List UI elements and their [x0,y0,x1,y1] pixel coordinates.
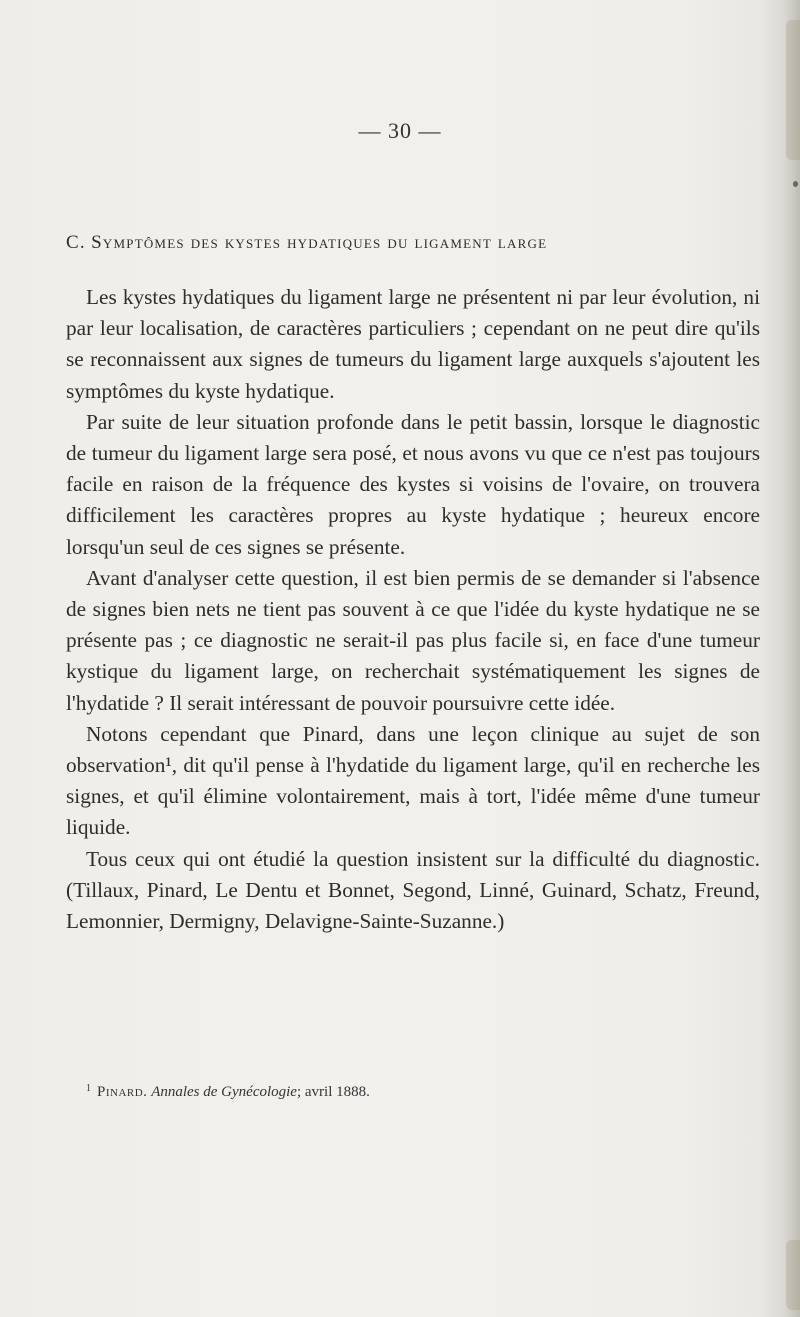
paragraph: Tous ceux qui ont étudié la question insistent sur la difficulté du diagnostic. (Tillaux, Pinard, Le Dentu et Bonnet, Segond, Linné, Guinard, Schatz, Freund, Lemonnier, Dermigny, Delavigne-Sainte-Suzanne.) [66,846,760,934]
ink-dot [793,181,798,187]
footnote-author: Pinard. [97,1084,148,1100]
paragraph: Par suite de leur situation profonde dans le petit bassin, lorsque le diagnostic de tumeur du ligament large sera posé, et nous avons vu que ce n'est pas toujours facile en raison de la fréquence des kystes si voisins de l'ovaire, on trouvera difficilement les caractères propres au kyste hydatique ; heureux encore lorsqu'un seul de ces signes se présente. [66,409,760,559]
body-text [66,282,760,937]
paragraph: Notons cependant que Pinard, dans une leçon clinique au sujet de son observation¹, dit qu'il pense à l'hydatide du ligament large, qu'il en recherche les signes, et qu'il élimine volontairement, mais à tort, l'idée même d'une tumeur liquide. [66,721,760,840]
footnote-date: ; avril 1888. [296,1084,370,1100]
paragraph: Les kystes hydatiques du ligament large ne présentent ni par leur évolution, ni par leur localisation, de caractères particuliers ; cependant on ne peut dire qu'ils se reconnaissent aux signes de tumeurs du ligament large auxquels s'ajoutent les symptômes du kyste hydatique. [66,285,760,403]
page-number: — 30 — [358,118,442,143]
footnote [86,1083,766,1101]
paper-stain [786,1240,800,1310]
section-heading [66,232,760,254]
paragraph: Avant d'analyser cette question, il est bien permis de se demander si l'absence de signes bien nets ne tient pas souvent à ce que l'idée du kyste hydatique ne se présente pas ; ce diagnostic ne serait-il pas plus facile si, en face d'une tumeur kystique du ligament large, on recherchait systématiquement les signes de l'hydatide ? Il serait intéressant de pouvoir poursuivre cette idée. [66,565,760,715]
footnote-mark: 1 [86,1083,91,1094]
section-title: Symptômes des kystes hydatiques du ligament large [91,232,548,253]
section-letter: C. [66,232,86,253]
footnote-journal: Annales de Gynécologie [151,1084,297,1100]
page-edge-shadow [762,0,800,1317]
